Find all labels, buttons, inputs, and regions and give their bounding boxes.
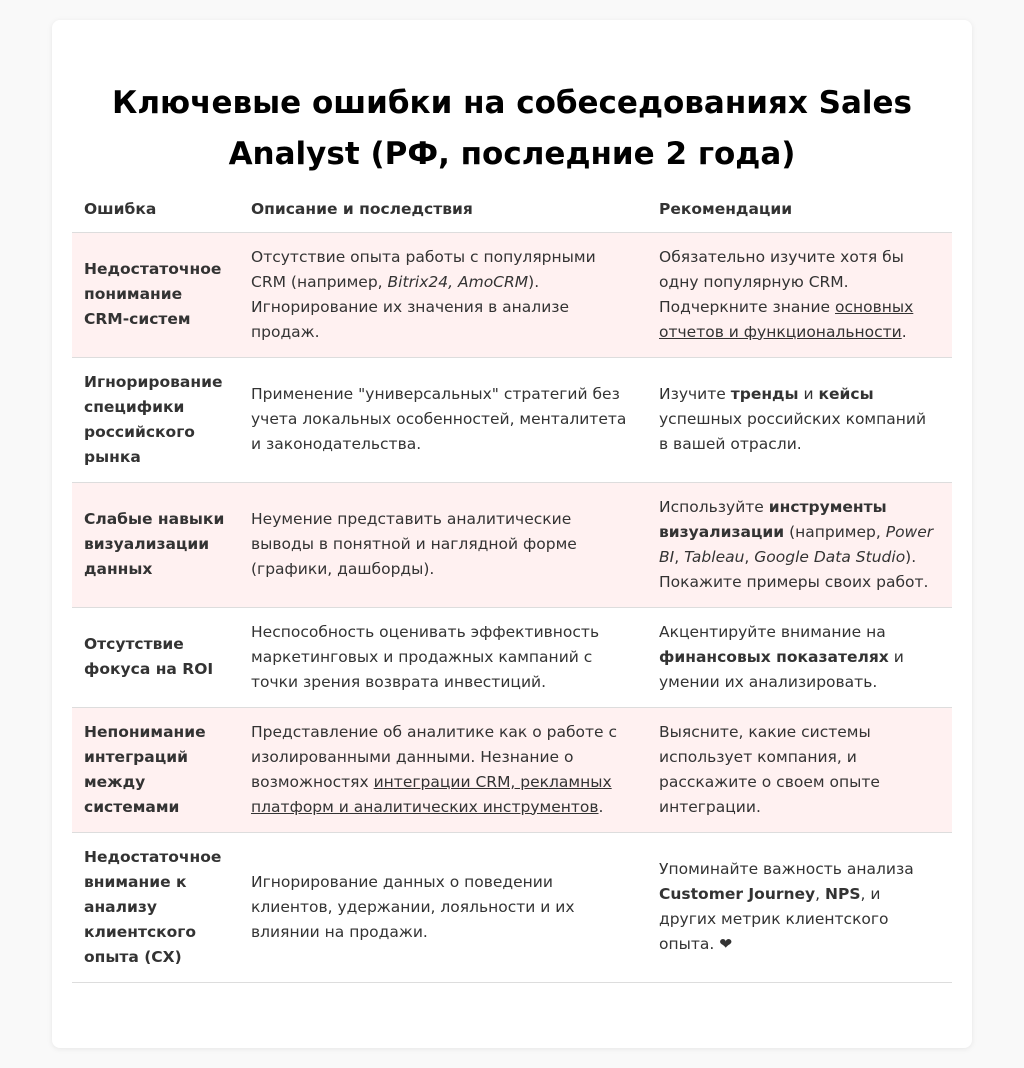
recommendation-cell [647, 832, 952, 982]
header-error: Ошибка [72, 188, 239, 232]
header-row [72, 188, 952, 232]
text-run: Упоминайте важность анализа [659, 860, 914, 878]
table-row [72, 232, 952, 357]
recommendation-cell [647, 482, 952, 607]
text-run: Неспособность оценивать эффективность маркетинговых и продажных кампаний с точки зрения возврата инвестиций. [251, 622, 600, 691]
text-run: Обязательно изучите хотя бы одну популярную CRM. Подчеркните знание [659, 247, 904, 316]
description-cell [239, 232, 647, 357]
text-run: Customer Journey [659, 885, 816, 903]
text-run: основных отчетов и функциональности [659, 297, 914, 341]
text-run: инструменты визуализации [659, 497, 887, 541]
text-run: Google Data Studio [754, 547, 906, 566]
text-run: Bitrix24, AmoCRM [387, 272, 529, 291]
error-cell: Игнорирование специфики российского рынка [72, 357, 239, 482]
text-run: , и других метрик клиентского опыта. ❤ [659, 885, 889, 953]
table-row [72, 832, 952, 982]
text-run: ). Игнорирование их значения в анализе продаж. [251, 272, 570, 341]
text-run: Power BI [659, 522, 934, 566]
recommendation-cell [647, 232, 952, 357]
text-run: тренды [730, 385, 799, 403]
description-cell [239, 832, 647, 982]
text-run: кейсы [818, 385, 874, 403]
error-cell: Отсутствие фокуса на ROI [72, 607, 239, 707]
description-cell [239, 607, 647, 707]
text-run: финансовых показателях [659, 647, 889, 666]
text-run: Выясните, какие системы использует компания, и расскажите о своем опыте интеграции. [659, 722, 880, 816]
header-recommendation: Рекомендации [647, 188, 952, 232]
table-row [72, 707, 952, 832]
text-run: . [901, 322, 907, 341]
content-card [52, 20, 972, 1048]
text-run: ). Покажите примеры своих работ. [659, 547, 929, 591]
text-run: и умении их анализировать. [659, 647, 904, 691]
error-cell: Недостаточное внимание к анализу клиентского опыта (CX) [72, 832, 239, 982]
error-cell: Недостаточное понимание CRM-систем [72, 232, 239, 357]
error-cell: Непонимание интеграций между системами [72, 707, 239, 832]
error-cell: Слабые навыки визуализации данных [72, 482, 239, 607]
table-row [72, 482, 952, 607]
text-run: , [815, 885, 826, 903]
text-run: Применение "универсальных" стратегий без учета локальных особенностей, менталитета и законодательства. [251, 385, 627, 453]
text-run: Изучите [659, 385, 731, 403]
description-cell [239, 707, 647, 832]
text-run: . [598, 797, 604, 816]
text-run: NPS [825, 885, 861, 903]
text-run: , [674, 547, 685, 566]
text-run: интеграции CRM, рекламных платформ и аналитических инструментов [251, 772, 612, 816]
table-row [72, 357, 952, 482]
page-title: Ключевые ошибки на собеседованиях Sales Analyst (РФ, последние 2 года) [111, 85, 913, 172]
text-run: Используйте [659, 497, 769, 516]
text-run: (например, [784, 522, 886, 541]
text-run: , [744, 547, 755, 566]
table-header [72, 188, 952, 232]
text-run: Игнорирование данных о поведении клиентов, удержании, лояльности и их влиянии на продажи. [251, 872, 575, 941]
text-run: Акцентируйте внимание на [659, 622, 886, 641]
recommendation-cell [647, 607, 952, 707]
table-body [72, 232, 952, 982]
table-row [72, 607, 952, 707]
header-description: Описание и последствия [239, 188, 647, 232]
text-run: Tableau [684, 547, 745, 566]
text-run: Неумение представить аналитические выводы в понятной и наглядной форме (графики, дашборды). [251, 510, 577, 578]
description-cell [239, 357, 647, 482]
recommendation-cell [647, 357, 952, 482]
text-run: Отсутствие опыта работы с популярными CRM (например, [251, 247, 596, 291]
recommendation-cell [647, 707, 952, 832]
text-run: и [798, 385, 819, 403]
description-cell [239, 482, 647, 607]
text-run: Представление об аналитике как о работе с изолированными данными. Незнание о возможностях [251, 722, 618, 791]
errors-table [72, 188, 952, 983]
text-run: успешных российских компаний в вашей отрасли. [659, 410, 927, 453]
